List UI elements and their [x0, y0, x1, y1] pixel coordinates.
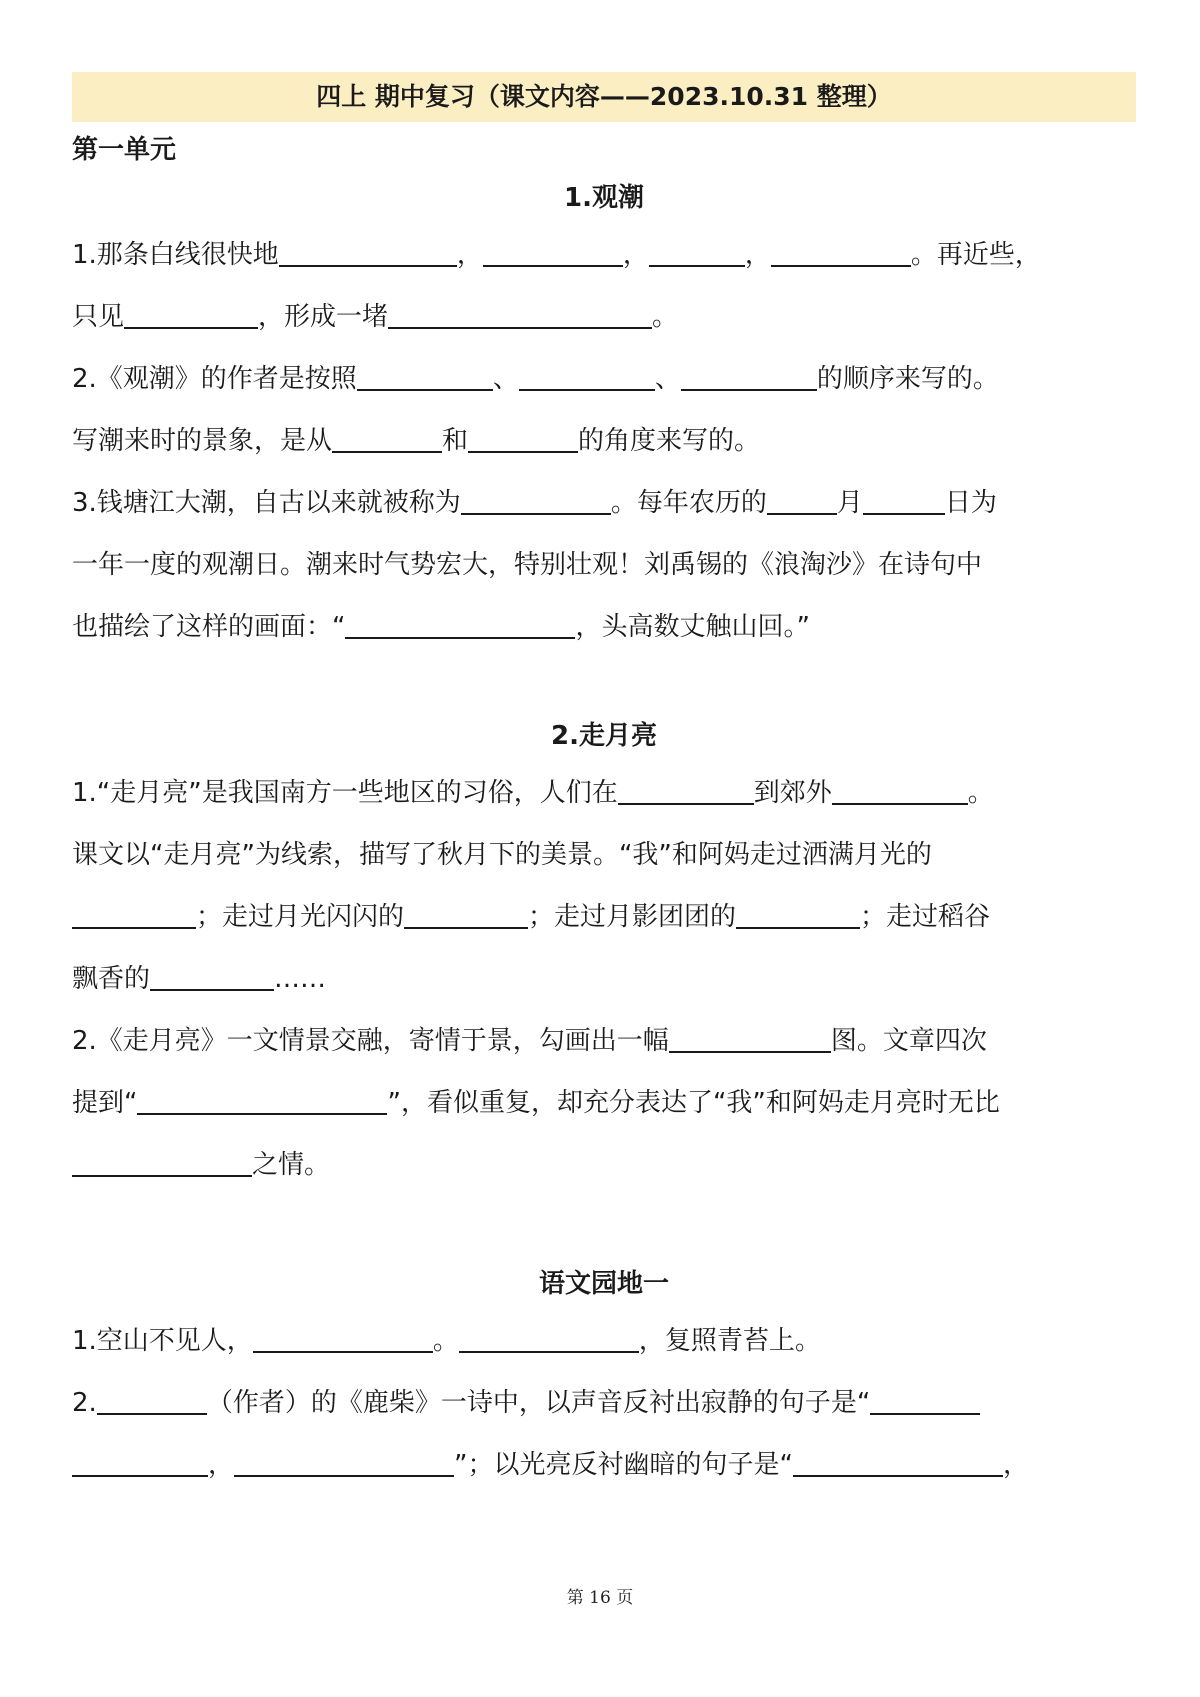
question-text: ”；以光亮反衬幽暗的句子是“ — [454, 1450, 793, 1480]
question-text: 写潮来时的景象，是从 — [72, 426, 333, 456]
fill-blank[interactable] — [72, 1145, 252, 1177]
question-text: ；走过稻谷 — [860, 902, 991, 932]
fill-blank[interactable] — [357, 359, 493, 391]
fill-blank[interactable] — [388, 297, 652, 329]
question-line — [72, 886, 1136, 948]
question-text: 和 — [442, 426, 469, 456]
question-text: 课文以“走月亮”为线索，描写了秋月下的美景。“我”和阿妈走过洒满月光的 — [72, 840, 932, 870]
question-line — [72, 472, 1136, 534]
question-text: 图。文章四次 — [830, 1026, 987, 1056]
question-text: 。 — [967, 778, 994, 808]
question-text: ， — [208, 1450, 235, 1480]
question-text: 飘香的 — [72, 964, 151, 994]
fill-blank[interactable] — [767, 483, 837, 515]
question-text: ， — [456, 240, 483, 270]
question-text: ；走过月光闪闪的 — [196, 902, 405, 932]
fill-blank[interactable] — [345, 607, 575, 639]
question-text: ，头高数丈触山回。” — [575, 612, 810, 642]
question-text: 2.《观潮》的作者是按照 — [72, 364, 357, 394]
fill-blank[interactable] — [681, 359, 817, 391]
spacer — [72, 658, 1136, 710]
question-line — [72, 762, 1136, 824]
fill-blank[interactable] — [97, 1383, 207, 1415]
question-text: 1.“走月亮”是我国南方一些地区的习俗，人们在 — [72, 778, 618, 808]
fill-blank[interactable] — [72, 1445, 208, 1477]
question-text: 。 — [652, 302, 679, 332]
question-line — [72, 1310, 1136, 1372]
question-line — [72, 1434, 1136, 1496]
question-text: 3.钱塘江大潮，自古以来就被称为 — [72, 488, 461, 518]
question-line — [72, 824, 1136, 886]
page-number: 第 16 页 — [566, 1588, 634, 1608]
question-line — [72, 348, 1136, 410]
fill-blank[interactable] — [124, 297, 258, 329]
question-text: 。再近些， — [910, 240, 1041, 270]
question-text: 的顺序来写的。 — [816, 364, 999, 394]
question-text: 日为 — [944, 488, 997, 518]
question-text: 只见 — [72, 302, 125, 332]
fill-blank[interactable] — [519, 359, 655, 391]
question-text: 提到“ — [72, 1088, 138, 1118]
fill-blank[interactable] — [832, 773, 968, 805]
question-text: ， — [744, 240, 771, 270]
question-line — [72, 948, 1136, 1010]
question-text: 。每年农历的 — [610, 488, 767, 518]
question-line — [72, 1010, 1136, 1072]
question-text: 的角度来写的。 — [578, 426, 761, 456]
fill-blank[interactable] — [253, 1321, 433, 1353]
fill-blank[interactable] — [870, 1383, 980, 1415]
fill-blank[interactable] — [669, 1021, 831, 1053]
question-text: 1.空山不见人， — [72, 1326, 253, 1356]
question-text: 月 — [836, 488, 863, 518]
question-line — [72, 596, 1136, 658]
fill-blank[interactable] — [461, 483, 611, 515]
fill-blank[interactable] — [72, 897, 196, 929]
fill-blank[interactable] — [150, 959, 274, 991]
question-text: 之情。 — [252, 1150, 331, 1180]
question-line — [72, 224, 1136, 286]
page-title: 四上 期中复习（课文内容——2023.10.31 整理） — [72, 72, 1136, 122]
question-line — [72, 1134, 1136, 1196]
fill-blank[interactable] — [863, 483, 945, 515]
fill-blank[interactable] — [483, 235, 623, 267]
spacer — [72, 1196, 1136, 1258]
section-title-yuwenyuandi: 语文园地一 — [538, 1269, 669, 1299]
question-text: 、 — [492, 364, 519, 394]
question-text: 。 — [432, 1326, 459, 1356]
fill-blank[interactable] — [771, 235, 911, 267]
question-text: ，复照青苔上。 — [638, 1326, 821, 1356]
section-title-zouyueliang: 2.走月亮 — [551, 721, 657, 751]
question-text: ；走过月影团团的 — [528, 902, 737, 932]
question-text: 1.那条白线很快地 — [72, 240, 279, 270]
question-text: ，形成一堵 — [258, 302, 389, 332]
question-line — [72, 1072, 1136, 1134]
question-text: 也描绘了这样的画面：“ — [72, 612, 346, 642]
question-text: （作者）的《鹿柴》一诗中，以声音反衬出寂静的句子是“ — [206, 1388, 871, 1418]
question-line — [72, 534, 1136, 596]
worksheet-page — [72, 72, 1136, 1496]
fill-blank[interactable] — [618, 773, 754, 805]
unit-heading: 第一单元 — [72, 135, 177, 165]
fill-blank[interactable] — [459, 1321, 639, 1353]
question-text: 2.《走月亮》一文情景交融，寄情于景，勾画出一幅 — [72, 1026, 669, 1056]
section-title-guanchao: 1.观潮 — [564, 183, 644, 213]
question-text: 、 — [654, 364, 681, 394]
question-text: ， — [622, 240, 649, 270]
fill-blank[interactable] — [793, 1445, 1003, 1477]
question-text: 到郊外 — [753, 778, 832, 808]
fill-blank[interactable] — [404, 897, 528, 929]
question-text: ， — [1002, 1450, 1029, 1480]
fill-blank[interactable] — [468, 421, 578, 453]
question-text: 一年一度的观潮日。潮来时气势宏大，特别壮观！刘禹锡的《浪淘沙》在诗句中 — [72, 550, 983, 580]
fill-blank[interactable] — [332, 421, 442, 453]
fill-blank[interactable] — [137, 1083, 387, 1115]
fill-blank[interactable] — [736, 897, 860, 929]
fill-blank[interactable] — [279, 235, 457, 267]
fill-blank[interactable] — [649, 235, 745, 267]
question-text: 2. — [72, 1388, 97, 1418]
question-line — [72, 286, 1136, 348]
fill-blank[interactable] — [234, 1445, 454, 1477]
question-line — [72, 1372, 1136, 1434]
question-line — [72, 410, 1136, 472]
question-text: …… — [274, 964, 327, 994]
question-text: ”，看似重复，却充分表达了“我”和阿妈走月亮时无比 — [387, 1088, 1000, 1118]
